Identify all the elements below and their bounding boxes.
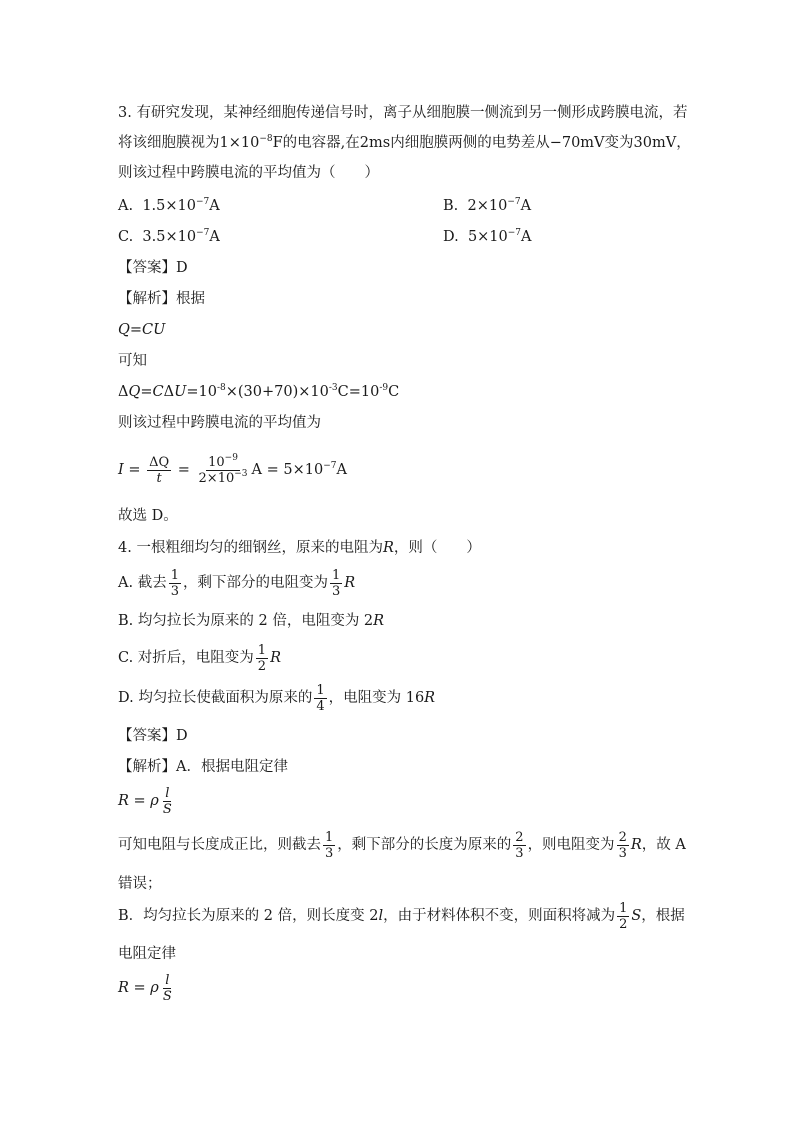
q3-stem-text: 内细胞膜两侧的电势差从	[390, 135, 550, 151]
charge-over-time-fraction: $\frac{10^{-9}}{2\times 10^{-3}}$	[198, 452, 248, 486]
q3-current-formula: I = $\frac{\Delta Q}{t}$ = $\frac{10^{-9}}{2\times 10^{-3}}$ $A = 5\times 10^{-7}A$	[118, 452, 347, 486]
q4-analysis-b-law: 电阻定律	[118, 946, 176, 962]
q4-option-b: B. 均匀拉长为原来的 2 倍，电阻变为 2R	[118, 613, 385, 629]
q3-kezhi: 可知	[118, 353, 147, 369]
q3-voltage-end: 30mV	[633, 135, 677, 151]
q3-option-c: C. $3.5\times 10^{-7}A$	[118, 228, 220, 245]
q3-answer: 【答案】D	[118, 260, 188, 276]
q4-analysis-a: 可知电阻与长度成正比，则截去 $\frac{1}{3}$ ，剩下部分的长度为原来的 $\frac{2}{3}$ ，则电阻变为 $\frac{2}{3}$ R，故 A	[118, 829, 686, 861]
q4-analysis-head: 【解析】A．根据电阻定律	[118, 759, 288, 775]
q4-option-d: D. 均匀拉长使截面积为原来的 $\frac{1}{4}$ ，电阻变为 16R	[118, 682, 436, 714]
q4-analysis-a-wrong: 错误；	[118, 876, 162, 892]
q3-option-d: D. $5\times 10^{-7}A$	[443, 228, 532, 245]
q4-resistance-law-2: R = ρ $\frac{l}{S}$	[118, 972, 172, 1004]
q3-stem-text: 变为	[604, 135, 634, 151]
q3-delta-q-formula: $\Delta Q=C\Delta U=10^{-8}\times(30+70)\times 10^{-3}C=10^{-9}C$	[118, 383, 400, 400]
q3-time: 2ms	[359, 135, 391, 151]
q3-option-b: B. $2\times 10^{-7}A$	[443, 197, 532, 214]
q4-answer: 【答案】D	[118, 728, 188, 744]
q4-resistance-law: R = ρ $\frac{l}{S}$	[118, 785, 172, 817]
q3-analysis-head: 【解析】根据	[118, 291, 205, 307]
q3-voltage-start: −70mV	[549, 135, 605, 151]
q3-stem-line3: 则该过程中跨膜电流的平均值为（ ）	[118, 165, 379, 181]
delta-q-over-t-fraction: $\frac{\Delta Q}{t}$	[149, 454, 170, 486]
q4-stem: 4. 一根粗细均匀的细钢丝，原来的电阻为R，则（ ）	[118, 540, 481, 556]
q3-stem-line2: 将该细胞膜视为$1\times 10^{-8}F$的电容器,在2ms内细胞膜两侧的电势差从−70mV变为30mV，	[118, 134, 691, 151]
q4-option-c: C. 对折后，电阻变为 $\frac{1}{2}$ R	[118, 642, 281, 674]
q4-analysis-b: B．均匀拉长为原来的 2 倍，则长度变 2l，由于材料体积不变，则面积将减为 $\frac{1}{2}$ S，根据	[118, 900, 685, 932]
q3-formula-q-cu: Q=CU	[118, 322, 166, 338]
q3-avg-text: 则该过程中跨膜电流的平均值为	[118, 415, 321, 431]
q3-stem-line1: 3. 有研究发现，某神经细胞传递信号时，离子从细胞膜一侧流到另一侧形成跨膜电流，若	[118, 105, 688, 121]
q3-option-a: A. $1.5\times 10^{-7}A$	[118, 197, 220, 214]
q3-stem-text: 将该细胞膜视为	[118, 135, 220, 151]
q4-option-a: A. 截去 $\frac{1}{3}$ ，剩下部分的电阻变为 $\frac{1}{3}$ R	[118, 567, 356, 599]
q3-conclusion: 故选 D。	[118, 508, 178, 524]
q3-stem-text: 的电容器,在	[282, 135, 360, 151]
q3-capacitance: $1\times 10^{-8}F$	[219, 134, 283, 151]
